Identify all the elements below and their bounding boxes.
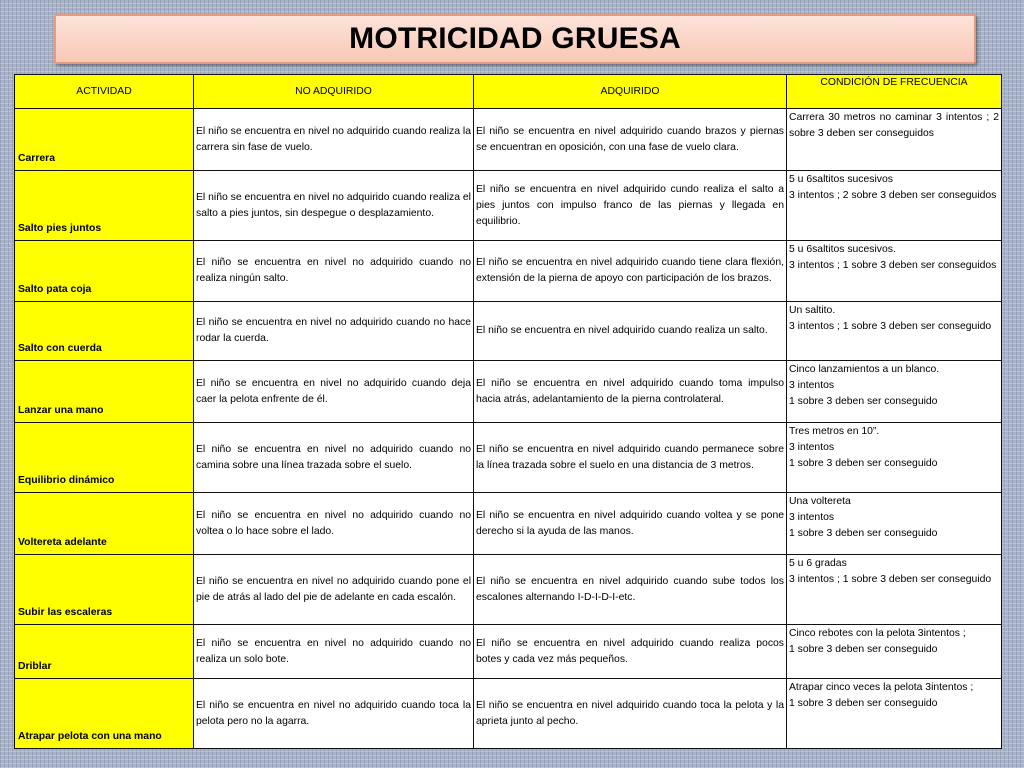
cell-actividad: Equilibrio dinámico <box>15 423 194 493</box>
frecuencia-line: Carrera 30 metros no caminar 3 intentos ; 2 sobre 3 deben ser conseguidos <box>789 112 999 139</box>
frecuencia-line: 3 intentos ; 2 sobre 3 deben ser conseguidos <box>789 190 997 201</box>
header-no-adquirido: NO ADQUIRIDO <box>194 75 474 109</box>
table-row <box>15 555 1002 625</box>
cell-frecuencia <box>787 679 1002 749</box>
frecuencia-line: Tres metros en 10”. <box>789 426 880 437</box>
cell-adquirido: El niño se encuentra en nivel adquirido cuando sube todos los escalones alternando I-D-I-D-I-etc. <box>474 555 787 625</box>
cell-no-adquirido: El niño se encuentra en nivel no adquirido cuando no realiza un solo bote. <box>194 625 474 679</box>
cell-actividad: Voltereta adelante <box>15 493 194 555</box>
frecuencia-line: 1 sobre 3 deben ser conseguido <box>789 396 938 407</box>
frecuencia-line: 1 sobre 3 deben ser conseguido <box>789 698 938 709</box>
cell-no-adquirido: El niño se encuentra en nivel no adquirido cuando toca la pelota pero no la agarra. <box>194 679 474 749</box>
frecuencia-line: 3 intentos ; 1 sobre 3 deben ser conseguidos <box>789 260 997 271</box>
table-row <box>15 171 1002 241</box>
cell-adquirido: El niño se encuentra en nivel adquirido cuando realiza un salto. <box>474 302 787 361</box>
motricidad-table <box>14 74 1002 749</box>
table-row <box>15 423 1002 493</box>
cell-frecuencia <box>787 171 1002 241</box>
header-adquirido: ADQUIRIDO <box>474 75 787 109</box>
table-row <box>15 679 1002 749</box>
cell-no-adquirido: El niño se encuentra en nivel no adquirido cuando no voltea o lo hace sobre el lado. <box>194 493 474 555</box>
frecuencia-line: 3 intentos <box>789 512 835 523</box>
cell-adquirido: El niño se encuentra en nivel adquirido cuando toca la pelota y la aprieta junto al pecho. <box>474 679 787 749</box>
frecuencia-line: 5 u 6saltitos sucesivos. <box>789 244 896 255</box>
cell-adquirido: El niño se encuentra en nivel adquirido cuando tiene clara flexión, extensión de la pierna de apoyo con participación de los brazos. <box>474 241 787 302</box>
frecuencia-line: Cinco lanzamientos a un blanco. <box>789 364 940 375</box>
frecuencia-line: Una voltereta <box>789 496 851 507</box>
frecuencia-line: 3 intentos <box>789 442 835 453</box>
table-row <box>15 302 1002 361</box>
cell-adquirido: El niño se encuentra en nivel adquirido cuando brazos y piernas se encuentran en oposición, con una fase de vuelo clara. <box>474 109 787 171</box>
frecuencia-line: 1 sobre 3 deben ser conseguido <box>789 528 938 539</box>
cell-frecuencia <box>787 302 1002 361</box>
table-row <box>15 241 1002 302</box>
cell-no-adquirido: El niño se encuentra en nivel no adquirido cuando realiza el salto a pies juntos, sin despegue o desplazamiento. <box>194 171 474 241</box>
cell-no-adquirido: El niño se encuentra en nivel no adquirido cuando pone el pie de atrás al lado del pie de adelante en cada escalón. <box>194 555 474 625</box>
frecuencia-line: 5 u 6 gradas <box>789 558 847 569</box>
cell-frecuencia <box>787 241 1002 302</box>
frecuencia-line: 3 intentos ; 1 sobre 3 deben ser conseguido <box>789 321 992 332</box>
cell-actividad: Atrapar pelota con una mano <box>15 679 194 749</box>
cell-frecuencia <box>787 361 1002 423</box>
cell-adquirido: El niño se encuentra en nivel adquirido cuando voltea y se pone derecho si la ayuda de las manos. <box>474 493 787 555</box>
cell-no-adquirido: El niño se encuentra en nivel no adquirido cuando no hace rodar la cuerda. <box>194 302 474 361</box>
cell-frecuencia <box>787 625 1002 679</box>
frecuencia-line: 3 intentos <box>789 380 835 391</box>
cell-actividad: Driblar <box>15 625 194 679</box>
frecuencia-line: 1 sobre 3 deben ser conseguido <box>789 458 938 469</box>
cell-no-adquirido: El niño se encuentra en nivel no adquirido cuando no camina sobre una línea trazada sobre el suelo. <box>194 423 474 493</box>
frecuencia-line: 5 u 6saltitos sucesivos <box>789 174 893 185</box>
cell-adquirido: El niño se encuentra en nivel adquirido cuando toma impulso hacia atrás, adelantamiento de la pierna controlateral. <box>474 361 787 423</box>
cell-adquirido: El niño se encuentra en nivel adquirido cuando permanece sobre la línea trazada sobre el suelo en una distancia de 3 metros. <box>474 423 787 493</box>
cell-no-adquirido: El niño se encuentra en nivel no adquirido cuando deja caer la pelota enfrente de él. <box>194 361 474 423</box>
cell-actividad: Carrera <box>15 109 194 171</box>
cell-no-adquirido: El niño se encuentra en nivel no adquirido cuando no realiza ningún salto. <box>194 241 474 302</box>
table-row <box>15 625 1002 679</box>
cell-actividad: Subir las escaleras <box>15 555 194 625</box>
frecuencia-line: 3 intentos ; 1 sobre 3 deben ser conseguido <box>789 574 992 585</box>
table-row <box>15 493 1002 555</box>
cell-adquirido: El niño se encuentra en nivel adquirido cundo realiza el salto a pies juntos con impulso franco de las piernas y llegada en equilibrio. <box>474 171 787 241</box>
header-frecuencia: CONDICIÓN DE FRECUENCIA <box>787 75 1002 109</box>
cell-actividad: Salto pies juntos <box>15 171 194 241</box>
table-row <box>15 109 1002 171</box>
header-actividad: ACTIVIDAD <box>15 75 194 109</box>
frecuencia-line: Un saltito. <box>789 305 836 316</box>
cell-actividad: Salto pata coja <box>15 241 194 302</box>
page-title: MOTRICIDAD GRUESA <box>349 22 681 55</box>
title-banner <box>54 14 976 64</box>
cell-frecuencia <box>787 555 1002 625</box>
frecuencia-line: Cinco rebotes con la pelota 3intentos ; <box>789 628 966 639</box>
cell-actividad: Salto con cuerda <box>15 302 194 361</box>
header-row <box>15 75 1002 109</box>
cell-adquirido: El niño se encuentra en nivel adquirido cuando realiza pocos botes y cada vez más pequeños. <box>474 625 787 679</box>
table-row <box>15 361 1002 423</box>
cell-frecuencia <box>787 109 1002 171</box>
cell-actividad: Lanzar una mano <box>15 361 194 423</box>
cell-frecuencia <box>787 493 1002 555</box>
frecuencia-line: Atrapar cinco veces la pelota 3intentos ; <box>789 682 974 693</box>
frecuencia-line: 1 sobre 3 deben ser conseguido <box>789 644 938 655</box>
cell-frecuencia <box>787 423 1002 493</box>
cell-no-adquirido: El niño se encuentra en nivel no adquirido cuando realiza la carrera sin fase de vuelo. <box>194 109 474 171</box>
